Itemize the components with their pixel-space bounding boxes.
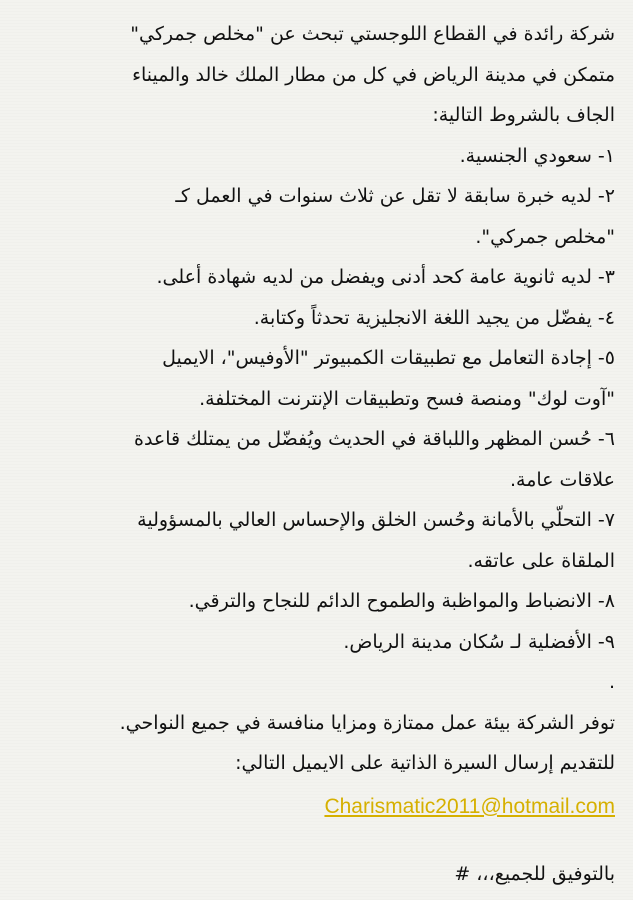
separator-dot: .	[608, 671, 615, 693]
condition-8: ٨- الانضباط والمواظبة والطموح الدائم للنجاح والترقي.	[188, 590, 615, 612]
intro-line-1: شركة رائدة في القطاع اللوجستي تبحث عن "مخلص جمركي"	[130, 23, 615, 45]
condition-1: ١- سعودي الجنسية.	[459, 144, 615, 167]
condition-4: ٤- يفضّل من يجيد اللغة الانجليزية تحدثاً وكتابة.	[253, 306, 615, 329]
condition-7-continued: الملقاة على عاتقه.	[467, 549, 615, 572]
condition-7: ٧- التحلّي بالأمانة وحُسن الخلق والإحساس العالي بالمسؤولية	[137, 509, 615, 531]
condition-6-continued: علاقات عامة.	[509, 468, 615, 491]
intro-line-3: الجاف بالشروط التالية:	[432, 104, 615, 126]
condition-5: ٥- إجادة التعامل مع تطبيقات الكمبيوتر "الأوفيس"، الايميل	[162, 347, 615, 369]
condition-9: ٩- الأفضلية لـ سُكان مدينة الرياض.	[343, 630, 615, 653]
email-row	[14, 784, 615, 830]
apply-instructions: للتقديم إرسال السيرة الذاتية على الايميل التالي:	[235, 752, 615, 774]
condition-3: ٣- لديه ثانوية عامة كحد أدنى ويفضل من لديه شهادة أعلى.	[156, 266, 615, 288]
condition-2: ٢- لديه خبرة سابقة لا تقل عن ثلاث سنوات في العمل كـ	[175, 185, 615, 207]
condition-2-continued: "مخلص جمركي".	[475, 225, 615, 248]
spacer	[14, 830, 615, 854]
condition-5-continued: "آوت لوك" ومنصة فسح وتطبيقات الإنترنت المختلفة.	[199, 387, 615, 410]
closing-text: بالتوفيق للجميع،،، #	[454, 862, 615, 885]
benefits-text: توفر الشركة بيئة عمل ممتازة ومزايا منافسة في جميع النواحي.	[119, 711, 615, 734]
intro-line-2: متمكن في مدينة الرياض في كل من مطار الملك خالد والميناء	[132, 63, 615, 86]
condition-6: ٦- حُسن المظهر واللباقة في الحديث ويُفضّل من يمتلك قاعدة	[134, 428, 615, 450]
email-link[interactable]: Charismatic2011@hotmail.com	[324, 794, 615, 818]
